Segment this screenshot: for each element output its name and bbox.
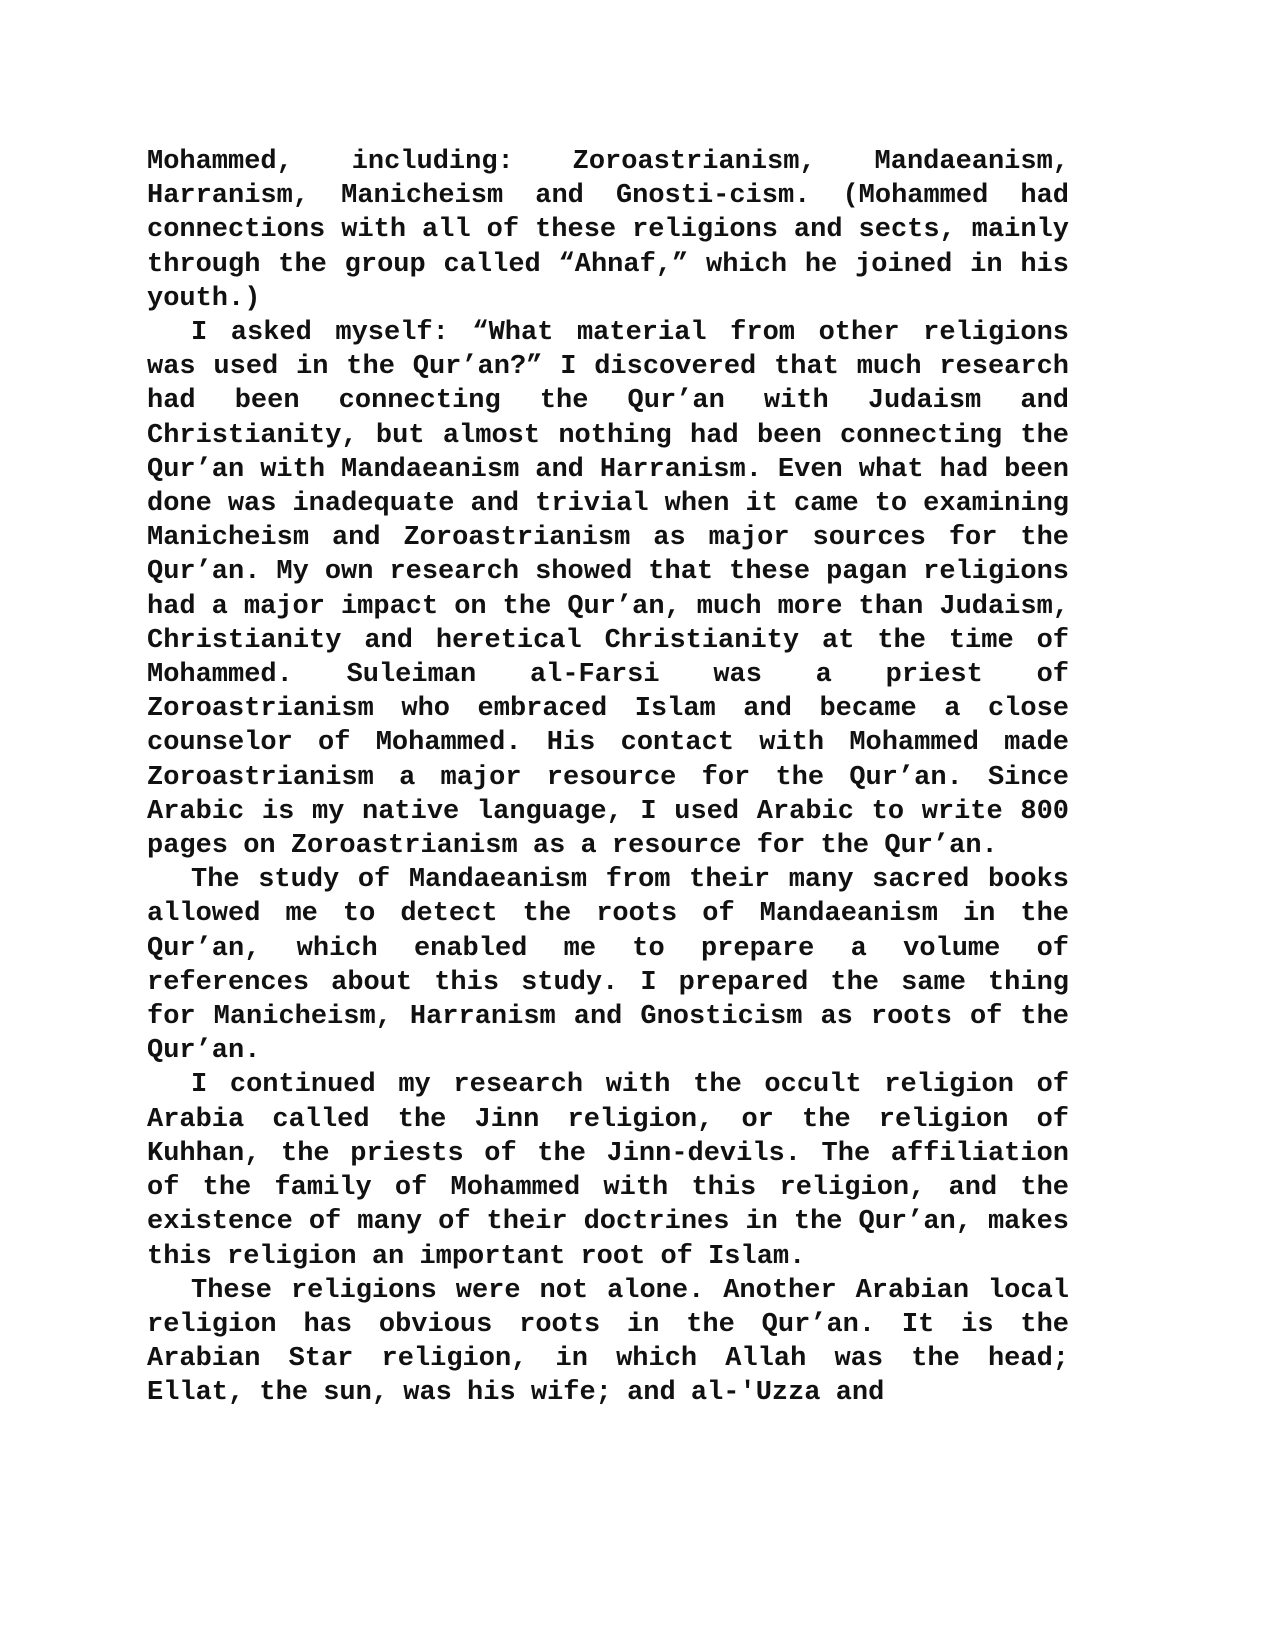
body-text xyxy=(147,145,1069,1411)
paragraph-continuation: Mohammed, including: Zoroastrianism, Mandaeanism, Harranism, Manicheism and Gnosti-cism. (Mohammed had connections with all of these religions and sects, mainly through the group called “Ahnaf,” which he joined in his youth.) xyxy=(147,147,1069,314)
paragraph-star-religion: These religions were not alone. Another Arabian local religion has obvious roots in the Qur’an. It is the Arabian Star religion, in which Allah was the head; Ellat, the sun, was his wife; and al-'Uzza and xyxy=(147,1275,1069,1409)
paragraph-mandaeanism-study: The study of Mandaeanism from their many sacred books allowed me to detect the roots of Mandaeanism in the Qur’an, which enabled me to prepare a volume of references about this study. I prepared the same thing for Manicheism, Harranism and Gnosticism as roots of the Qur’an. xyxy=(147,865,1069,1067)
paragraph-research-question: I asked myself: “What material from other religions was used in the Qur’an?” I discovered that much research had been connecting the Qur’an with Judaism and Christianity, but almost nothing had been connecting the Qur’an with Mandaeanism and Harranism. Even what had been done was inadequate and trivial when it came to examining Manicheism and Zoroastrianism as major sources for the Qur’an. My own research showed that these pagan religions had a major impact on the Qur’an, much more than Judaism, Christianity and heretical Christianity at the time of Mohammed. Suleiman al-Farsi was a priest of Zoroastrianism who embraced Islam and became a close counselor of Mohammed. His contact with Mohammed made Zoroastrianism a major resource for the Qur’an. Since Arabic is my native language, I used Arabic to write 800 pages on Zoroastrianism as a resource for the Qur’an. xyxy=(147,318,1069,862)
paragraph-jinn-religion: I continued my research with the occult religion of Arabia called the Jinn religion, or the religion of Kuhhan, the priests of the Jinn-devils. The affiliation of the family of Mohammed with this religion, and the existence of many of their doctrines in the Qur’an, makes this religion an important root of Islam. xyxy=(147,1070,1069,1272)
